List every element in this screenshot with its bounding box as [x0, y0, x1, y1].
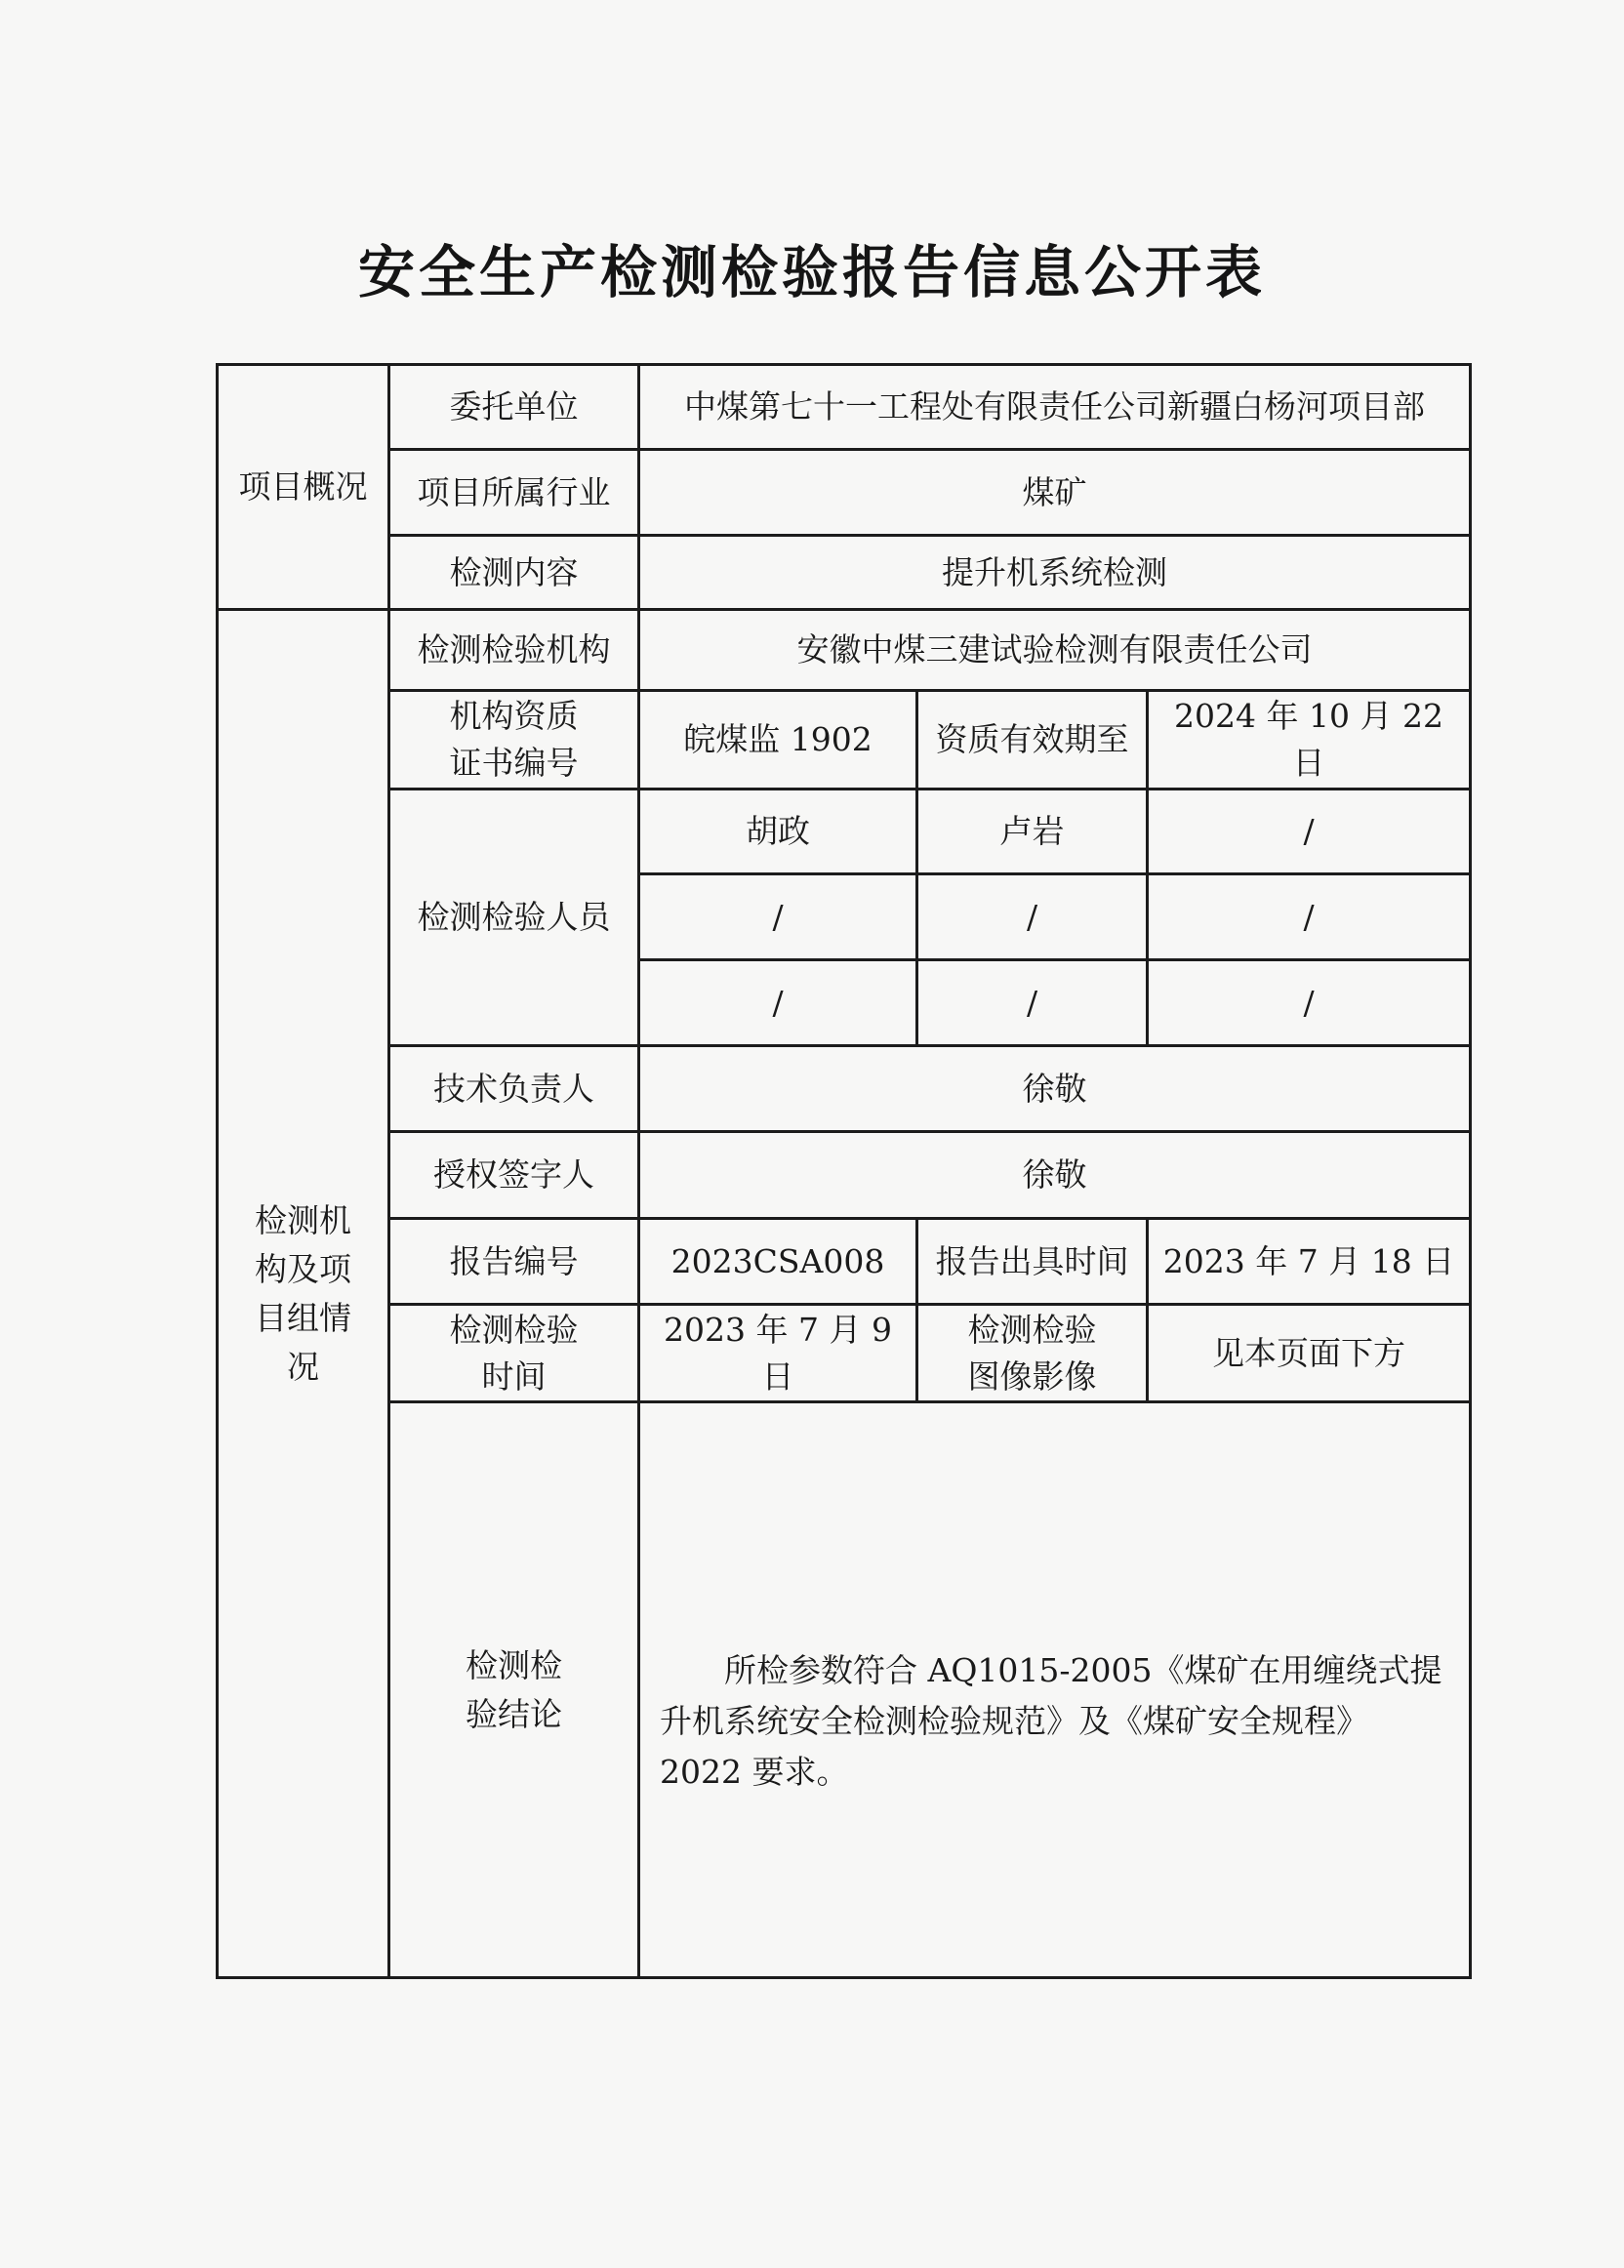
tech-lead-value: 徐敬: [639, 1046, 1471, 1132]
personnel-label: 检测检验人员: [389, 790, 639, 1046]
validity-label: 资质有效期至: [917, 691, 1148, 790]
row-industry: [218, 450, 1471, 536]
client-label: 委托单位: [389, 365, 639, 450]
cert-value: 皖煤监 1902: [639, 691, 917, 790]
row-content: [218, 536, 1471, 610]
row-test-time: [218, 1305, 1471, 1402]
report-no-label: 报告编号: [389, 1219, 639, 1305]
content-value: 提升机系统检测: [639, 536, 1471, 610]
personnel-cell: /: [917, 874, 1148, 960]
row-personnel-1: [218, 790, 1471, 874]
industry-label: 项目所属行业: [389, 450, 639, 536]
images-label-text: 检测检验图像影像: [967, 1310, 1097, 1396]
row-signer: [218, 1132, 1471, 1219]
conclusion-label-text: 检测检验结论: [466, 1645, 562, 1733]
images-label: [917, 1305, 1148, 1402]
cert-label: [389, 691, 639, 790]
images-value: 见本页面下方: [1148, 1305, 1471, 1402]
client-value: 中煤第七十一工程处有限责任公司新疆白杨河项目部: [639, 365, 1471, 450]
test-time-value: 2023 年 7 月 9 日: [639, 1305, 917, 1402]
personnel-cell: /: [1148, 874, 1471, 960]
section-org-label-text: 检测机构及项目组情况: [255, 1200, 351, 1386]
personnel-cell: /: [639, 874, 917, 960]
personnel-cell: 胡政: [639, 790, 917, 874]
row-conclusion: [218, 1402, 1471, 1978]
agency-label: 检测检验机构: [389, 610, 639, 691]
section-project-label: 项目概况: [218, 365, 389, 610]
agency-value: 安徽中煤三建试验检测有限责任公司: [639, 610, 1471, 691]
test-time-label: [389, 1305, 639, 1402]
signer-value: 徐敬: [639, 1132, 1471, 1219]
cert-label-text: 机构资质证书编号: [449, 697, 579, 782]
tech-lead-label: 技术负责人: [389, 1046, 639, 1132]
report-info-table: [216, 363, 1472, 1979]
page-title: 安全生产检测检验报告信息公开表: [357, 239, 1266, 305]
test-time-label-text: 检测检验时间: [449, 1310, 579, 1396]
validity-value: 2024 年 10 月 22 日: [1148, 691, 1471, 790]
report-date-value: 2023 年 7 月 18 日: [1148, 1219, 1471, 1305]
industry-value: 煤矿: [639, 450, 1471, 536]
signer-label: 授权签字人: [389, 1132, 639, 1219]
report-no-value: 2023CSA008: [639, 1219, 917, 1305]
personnel-cell: 卢岩: [917, 790, 1148, 874]
row-report-number: [218, 1219, 1471, 1305]
row-client: [218, 365, 1471, 450]
content-label: 检测内容: [389, 536, 639, 610]
conclusion-text: 所检参数符合 AQ1015-2005《煤矿在用缠绕式提升机系统安全检测检验规范》及《煤矿安全规程》2022 要求。: [660, 1651, 1442, 1791]
personnel-cell: /: [1148, 960, 1471, 1046]
row-agency: [218, 610, 1471, 691]
section-conclusion-label: [389, 1402, 639, 1978]
personnel-cell: /: [917, 960, 1148, 1046]
personnel-cell: /: [1148, 790, 1471, 874]
row-certificate: [218, 691, 1471, 790]
section-org-label: [218, 610, 389, 1978]
row-tech-lead: [218, 1046, 1471, 1132]
report-date-label: 报告出具时间: [917, 1219, 1148, 1305]
personnel-cell: /: [639, 960, 917, 1046]
conclusion-text-cell: [639, 1402, 1471, 1978]
